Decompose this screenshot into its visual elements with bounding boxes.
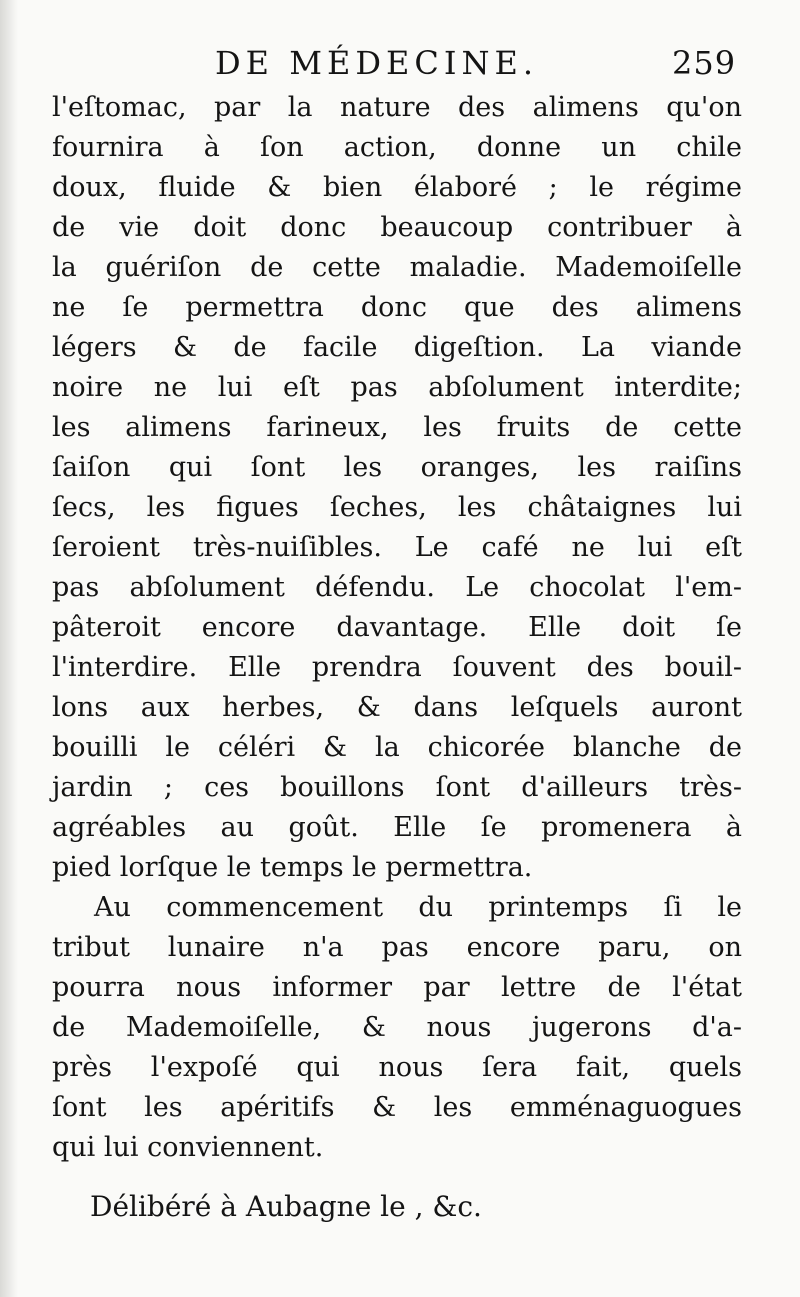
text-line: l'eſtomac, par la nature des alimens qu'on xyxy=(52,92,742,123)
text-line: lons aux herbes, & dans leſquels auront xyxy=(52,692,742,723)
text-line: ſaiſon qui ſont les oranges, les raiſins xyxy=(52,452,742,483)
page-gutter xyxy=(0,0,18,1297)
text-line: qui lui conviennent. xyxy=(52,1132,324,1163)
text-line: noire ne lui eſt pas abſolument interdite; xyxy=(52,372,742,403)
text-line: les alimens farineux, les fruits de cette xyxy=(52,412,742,443)
text-line: tribut lunaire n'a pas encore paru, on xyxy=(52,932,742,963)
text-line: ſeroient très-nuiſibles. Le café ne lui eſt xyxy=(52,532,742,563)
text-line: légers & de facile digeſtion. La viande xyxy=(52,332,742,363)
page-header xyxy=(0,40,800,90)
text-line: pas abſolument défendu. Le chocolat l'em- xyxy=(52,572,742,603)
text-line: pied lorſque le temps le permettra. xyxy=(52,852,533,883)
text-line: bouilli le céléri & la chicorée blanche de xyxy=(52,732,742,763)
text-line: pourra nous informer par lettre de l'état xyxy=(52,972,742,1003)
text-line: ſont les apéritifs & les emménaguogues xyxy=(52,1092,742,1123)
text-line: de vie doit donc beaucoup contribuer à xyxy=(52,212,742,243)
text-line: la guériſon de cette maladie. Mademoiſelle xyxy=(52,252,742,283)
page-number: 259 xyxy=(672,44,737,82)
text-line: près l'expoſé qui nous ſera fait, quels xyxy=(52,1052,742,1083)
text-line: de Mademoiſelle, & nous jugerons d'a- xyxy=(52,1012,742,1043)
body-text xyxy=(52,88,742,1168)
running-title: DE MÉDECINE. xyxy=(215,44,538,82)
text-line: ſecs, les figues ſeches, les châtaignes lui xyxy=(52,492,742,523)
closing-line: Délibéré à Aubagne le , &c. xyxy=(90,1190,482,1223)
text-line: jardin ; ces bouillons ſont d'ailleurs très- xyxy=(52,772,742,803)
text-line: pâteroit encore davantage. Elle doit ſe xyxy=(52,612,742,643)
text-line: ne ſe permettra donc que des alimens xyxy=(52,292,742,323)
paragraph-1 xyxy=(52,88,742,888)
text-line: fournira à ſon action, donne un chile xyxy=(52,132,742,163)
text-line: l'interdire. Elle prendra ſouvent des bouil- xyxy=(52,652,742,683)
paragraph-2 xyxy=(52,888,742,1168)
text-line: doux, fluide & bien élaboré ; le régime xyxy=(52,172,742,203)
text-line: agréables au goût. Elle ſe promenera à xyxy=(52,812,742,843)
text-line: Au commencement du printemps ſi le xyxy=(94,892,742,923)
